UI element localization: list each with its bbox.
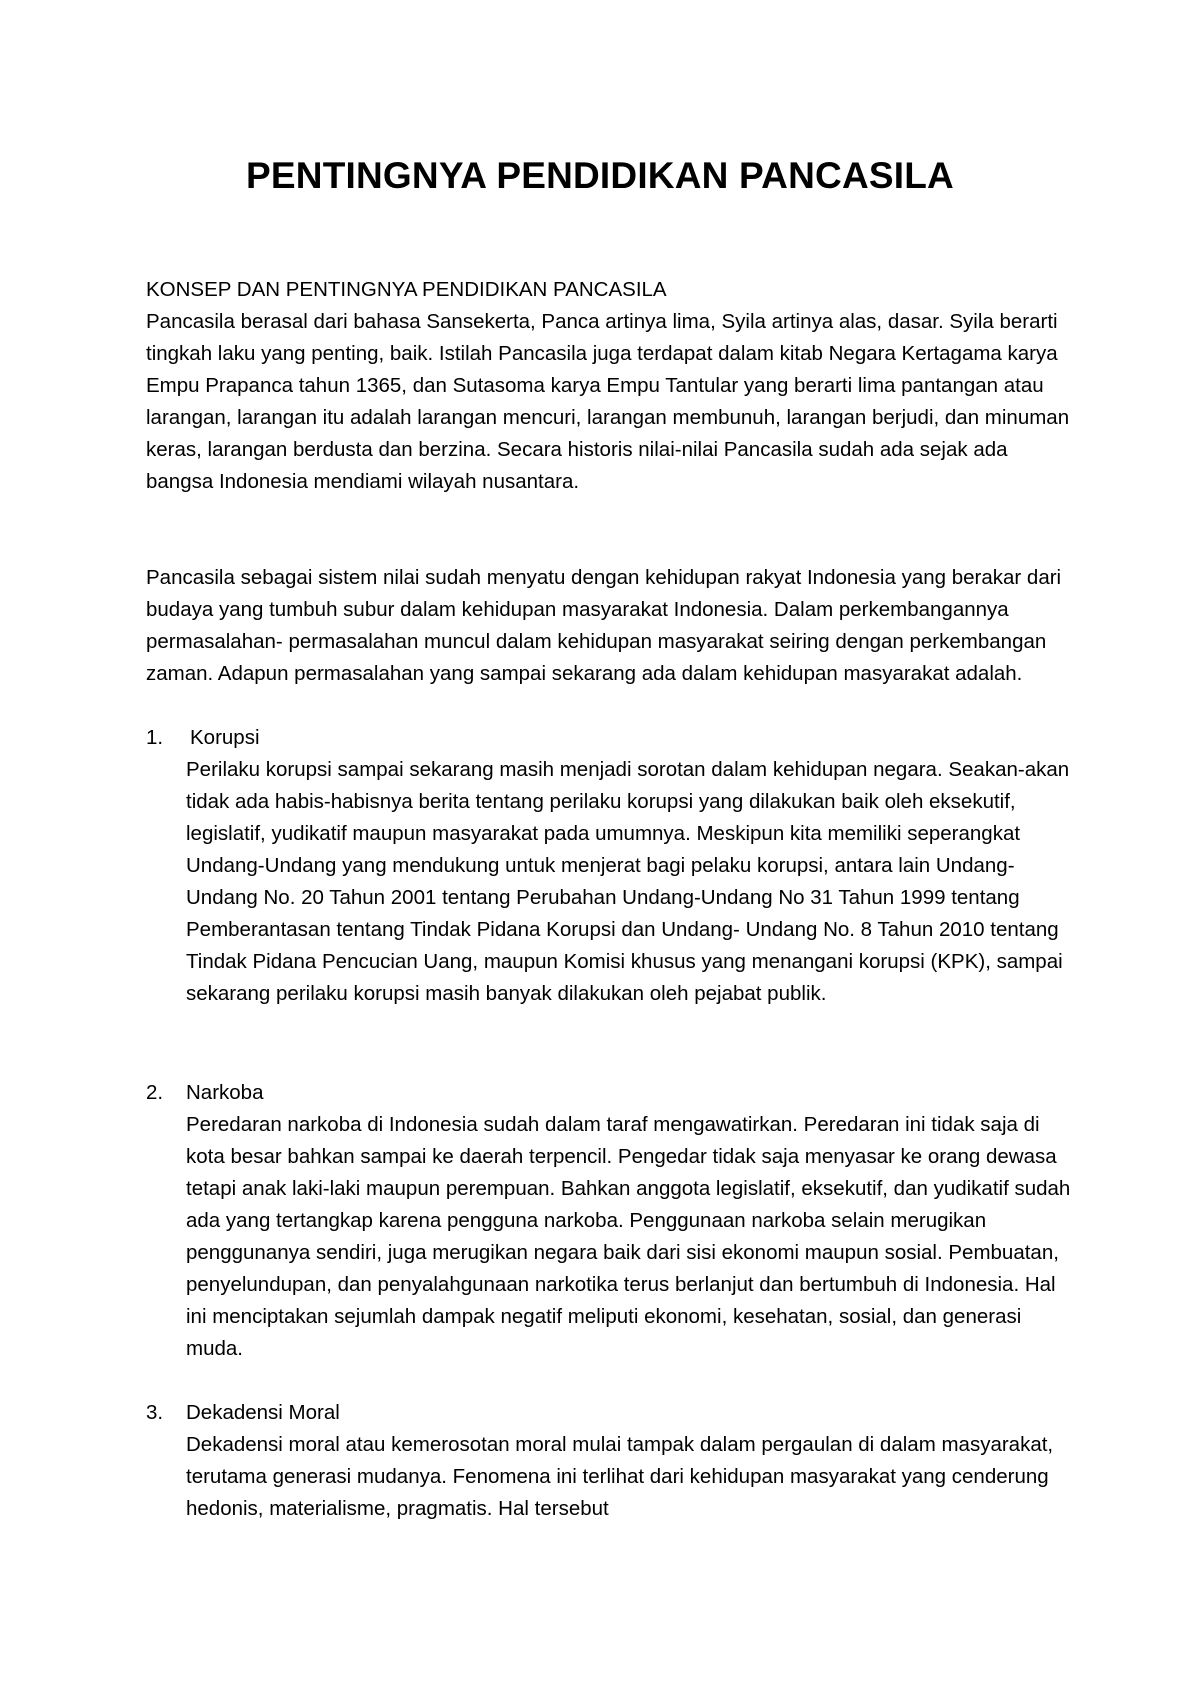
list-item-title: Korupsi: [190, 726, 260, 749]
list-item-body: Perilaku korupsi sampai sekarang masih menjadi sorotan dalam kehidupan negara. Seakan-akan tidak ada habis-habisnya berita tentang perilaku korupsi yang dilakukan baik oleh eksekutif, legislatif, yudikatif maupun masyarakat pada umumnya. Meskipun kita memiliki seperangkat Undang-Undang yang mendukung untuk menjerat bagi pelaku korupsi, antara lain Undang-Undang No. 20 Tahun 2001 tentang Perubahan Undang-Undang No 31 Tahun 1999 tentang Pemberantasan tentang Tindak Pidana Korupsi dan Undang- Undang No. 8 Tahun 2010 tentang Tindak Pidana Pencucian Uang, maupun Komisi khusus yang menangani korupsi (KPK), sampai sekarang perilaku korupsi masih banyak dilakukan oleh pejabat publik.: [186, 758, 1070, 1005]
list-item-dekadensi-moral: [146, 1397, 1076, 1525]
paragraph-pancasila-origin: Pancasila berasal dari bahasa Sansekerta, Panca artinya lima, Syila artinya alas, dasar. Syila berarti tingkah laku yang penting, baik. Istilah Pancasila juga terdapat dalam kitab Negara Kertagama karya Empu Prapanca tahun 1365, dan Sutasoma karya Empu Tantular yang berarti lima pantangan atau larangan, larangan itu adalah larangan mencuri, larangan membunuh, larangan berjudi, dan minuman keras, larangan berdusta dan berzina. Secara historis nilai-nilai Pancasila sudah ada sejak ada bangsa Indonesia mendiami wilayah nusantara.: [146, 310, 1070, 493]
list-item-body: Dekadensi moral atau kemerosotan moral mulai tampak dalam pergaulan di dalam masyarakat, terutama generasi mudanya. Fenomena ini terlihat dari kehidupan masyarakat yang cenderung hedonis, materialisme, pragmatis. Hal tersebut: [186, 1433, 1054, 1520]
list-item-number: 3.: [146, 1401, 164, 1424]
document-title: PENTINGNYA PENDIDIKAN PANCASILA: [246, 155, 954, 196]
list-item-korupsi: [146, 722, 1076, 1010]
section-subheading: KONSEP DAN PENTINGNYA PENDIDIKAN PANCASILA: [146, 278, 667, 301]
list-item-body: Peredaran narkoba di Indonesia sudah dalam taraf mengawatirkan. Peredaran ini tidak saja di kota besar bahkan sampai ke daerah terpencil. Pengedar tidak saja menyasar ke orang dewasa tetapi anak laki-laki maupun perempuan. Bahkan anggota legislatif, eksekutif, dan yudikatif sudah ada yang tertangkap karena pengguna narkoba. Penggunaan narkoba selain merugikan penggunanya sendiri, juga merugikan negara baik dari sisi ekonomi maupun sosial. Pembuatan, penyelundupan, dan penyalahgunaan narkotika terus berlanjut dan bertumbuh di Indonesia. Hal ini menciptakan sejumlah dampak negatif meliputi ekonomi, kesehatan, sosial, dan generasi muda.: [186, 1113, 1071, 1360]
list-item-number: 2.: [146, 1081, 164, 1104]
list-item-title: Narkoba: [186, 1081, 264, 1104]
list-item-title: Dekadensi Moral: [186, 1401, 340, 1424]
list-item-number: 1.: [146, 726, 164, 749]
paragraph-pancasila-value-system: Pancasila sebagai sistem nilai sudah menyatu dengan kehidupan rakyat Indonesia yang berakar dari budaya yang tumbuh subur dalam kehidupan masyarakat Indonesia. Dalam perkembangannya permasalahan- permasalahan muncul dalam kehidupan masyarakat seiring dengan perkembangan zaman. Adapun permasalahan yang sampai sekarang ada dalam kehidupan masyarakat adalah.: [146, 566, 1062, 685]
list-item-narkoba: [146, 1077, 1076, 1365]
